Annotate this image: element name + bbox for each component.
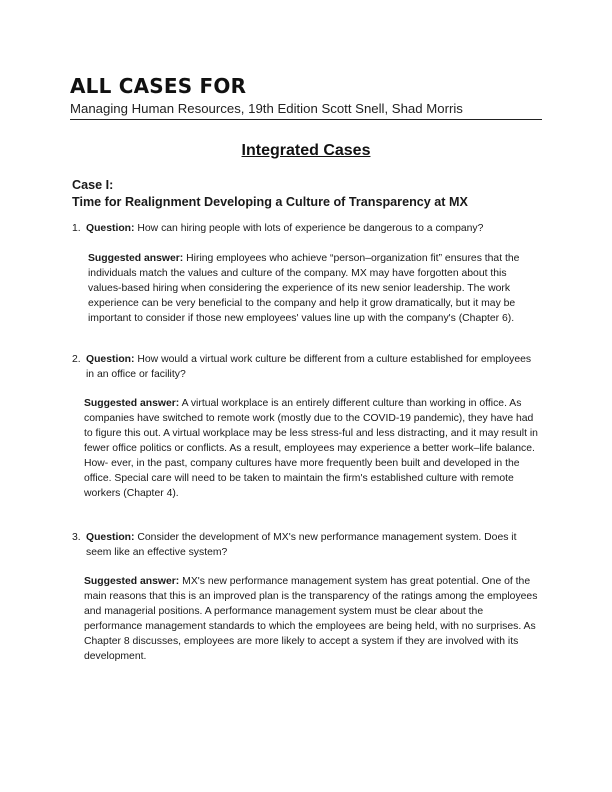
book-subtitle: Managing Human Resources, 19th Edition Scott Snell, Shad Morris <box>70 100 542 120</box>
question-body: How can hiring people with lots of experience be dangerous to a company? <box>137 223 484 234</box>
question-label: Question: <box>86 223 135 234</box>
answer-label: Suggested answer: <box>88 253 184 264</box>
question-item <box>72 352 542 501</box>
question-number: 1. <box>72 223 81 234</box>
question-text <box>86 221 542 236</box>
question-number: 3. <box>72 532 81 543</box>
case-label: Case I: <box>72 178 114 192</box>
question-item <box>72 530 542 664</box>
answer-label: Suggested answer: <box>84 398 180 409</box>
answer-text <box>84 574 542 664</box>
answer-body: A virtual workplace is an entirely different culture than working in office. As companies have switched to remote work (mostly due to the COVID-19 pandemic), they have had to figure this out. A virtual workplace may be less stress-ful and less distracting, and it may result in fewer office politics or conflicts. As a result, employees may experience a better work–life balance. How- ever, in the past, company cultures have more frequently been built and developed in the office. Special care will need to be taken to maintain the firm's established culture with remote workers (Chapter 4). <box>84 398 538 499</box>
answer-text <box>88 251 542 326</box>
question-text <box>86 530 542 560</box>
question-item <box>72 221 542 326</box>
question-text <box>86 352 542 382</box>
brand-title: ALL CASES FOR <box>70 74 247 98</box>
answer-text <box>84 396 542 501</box>
question-body: How would a virtual work culture be different from a culture established for employees in an office or facility? <box>86 354 532 380</box>
answer-body: MX's new performance management system has great potential. One of the main reasons that this is an improved plan is the transparency of the ratings among the employees and managerial positions. A performance management system must be clear about the performance management standards to which the employees are being held, with no surprises. As Chapter 8 discusses, employees are more likely to accept a system if they are involved with its development. <box>84 576 538 662</box>
question-body: Consider the development of MX's new performance management system. Does it seem like an effective system? <box>86 532 517 558</box>
question-label: Question: <box>86 354 135 365</box>
document-header <box>70 74 542 120</box>
case-title: Time for Realignment Developing a Culture of Transparency at MX <box>72 195 468 209</box>
answer-label: Suggested answer: <box>84 576 180 587</box>
answer-body: Hiring employees who achieve “person–organization fit” ensures that the individuals match the values and culture of the company. MX may have forgotten about this values-based hiring when considering the experience of its new senior leadership. The work experience can be very beneficial to the company and help it grow dramatically, but it may be important to consider if those new employees' values line up with the company's (Chapter 6). <box>88 253 520 324</box>
question-number: 2. <box>72 354 81 365</box>
section-title: Integrated Cases <box>241 142 371 159</box>
case-heading <box>72 177 542 210</box>
question-label: Question: <box>86 532 135 543</box>
